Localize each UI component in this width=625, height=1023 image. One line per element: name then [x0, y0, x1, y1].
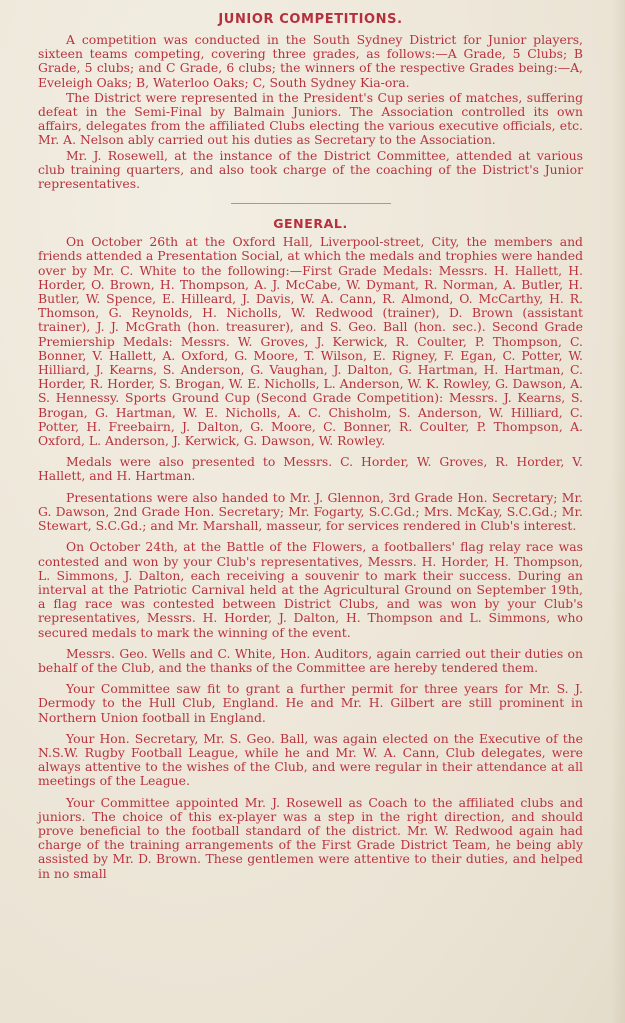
general-paragraph: On October 24th, at the Battle of the Flowers, a footballers' flag relay race was contested and won by your Club's representatives, Messrs. H. Horder, H. Thompson, L. Simmons, J. Dalton, each receiving a souvenir to mark their success. During an interval at the Patriotic Carnival held at the Agricultural Ground on September 19th, a flag race was contested between District Clubs, and was won by your Club's representatives, Messrs. H. Horder, J. Dalton, H. Thompson and L. Simmons, who secured medals to mark the winning of the event. — [38, 539, 583, 640]
general-paragraph: Medals were also presented to Messrs. C. Horder, W. Groves, R. Horder, V. Hallett, and H. Hartman. — [38, 454, 583, 484]
general-heading: GENERAL. — [273, 216, 348, 232]
junior-paragraph: The District were represented in the President's Cup series of matches, suffering defeat in the Semi-Final by Balmain Juniors. The Association controlled its own affairs, delegates from the affiliated Clubs electing the various executive officials, etc. Mr. A. Nelson ably carried out his duties as Secretary to the Association. — [38, 89, 583, 148]
junior-paragraph: A competition was conducted in the South Sydney District for Junior players, sixteen teams competing, covering three grades, as follows:—A Grade, 5 Clubs; B Grade, 5 clubs; and C Grade, 6 clubs; the winners of the respective Grades being:—A, Eveleigh Oaks; B, Waterloo Oaks; C, South Sydney Kia-ora. — [38, 32, 583, 90]
general-paragraph: On October 26th at the Oxford Hall, Liverpool-street, City, the members and friends attended a Presentation Social, at which the medals and trophies were handed over by Mr. C. White to the following:—First Grade Medals: Messrs. H. Hallett, H. Horder, O. Brown, H. Thompson, A. J. McCabe, W. Dymant, R. Norman, A. Butler, H. Butler, W. Spence, E. Hilleard, J. Davis, W. A. Cann, R. Almond, O. McCarthy, H. R. Thomson, G. Reynolds, H. Nicholls, W. Redwood (trainer), D. Brown (assistant trainer), J. J. McGrath (hon. treasurer), and S. Geo. Ball (hon. sec.). Second Grade Premiership Medals: Messrs. W. Groves, J. Kerwick, R. Coulter, P. Thompson, C. Bonner, V. Hallett, A. Oxford, G. Moore, T. Wilson, E. Rigney, F. Egan, C. Potter, W. Hilliard, J. Kearns, S. Anderson, G. Vaughan, J. Dalton, G. Hartman, H. Hartman, C. Horder, R. Horder, S. Brogan, W. E. Nicholls, L. Anderson, W. K. Rowley, G. Dawson, A. S. Hennessy. Sports Ground Cup (Second Grade Competition): Messrs. J. Kearns, S. Brogan, G. Hartman, W. E. Nicholls, A. C. Chisholm, S. Anderson, W. Hilliard, C. Potter, H. Freebairn, J. Dalton, G. Moore, C. Bonner, R. Coulter, P. Thompson, A. Oxford, L. Anderson, J. Kerwick, G. Dawson, W. Rowley. — [38, 234, 583, 449]
junior-paragraph: Mr. J. Rosewell, at the instance of the District Committee, attended at various club training quarters, and also took charge of the coaching of the District's Junior representatives. — [38, 147, 583, 192]
page-edge-shadow — [611, 0, 625, 1023]
junior-competitions-heading: JUNIOR COMPETITIONS. — [218, 12, 403, 27]
general-paragraph: Messrs. Geo. Wells and C. White, Hon. Auditors, again carried out their duties on behalf of the Club, and the thanks of the Committee are hereby tendered them. — [38, 645, 583, 675]
general-paragraph: Your Committee saw fit to grant a further permit for three years for Mr. S. J. Dermody to the Hull Club, England. He and Mr. H. Gilbert are still prominent in Northern Union football in England. — [38, 681, 583, 725]
section-divider — [231, 203, 391, 204]
general-paragraph: Your Hon. Secretary, Mr. S. Geo. Ball, was again elected on the Executive of the N.S.W. Rugby Football League, while he and Mr. W. A. Cann, Club delegates, were always attentive to the wishes of the Club, and were regular in their attendance at all meetings of the League. — [38, 730, 583, 789]
general-paragraph: Your Committee appointed Mr. J. Rosewell as Coach to the affiliated clubs and juniors. The choice of this ex-player was a step in the right direction, and should prove beneficial to the football standard of the district. Mr. W. Redwood again had charge of the training arrangements of the First Grade District Team, he being ably assisted by Mr. D. Brown. These gentlemen were attentive to their duties, and helped in no small — [38, 794, 583, 881]
general-paragraph: Presentations were also handed to Mr. J. Glennon, 3rd Grade Hon. Secretary; Mr. G. Dawson, 2nd Grade Hon. Secretary; Mr. Fogarty, S.C.Gd.; Mrs. McKay, S.C.Gd.; Mr. Stewart, S.C.Gd.; and Mr. Marshall, masseur, for services rendered in Club's interest. — [38, 489, 583, 534]
document-page — [38, 12, 583, 882]
